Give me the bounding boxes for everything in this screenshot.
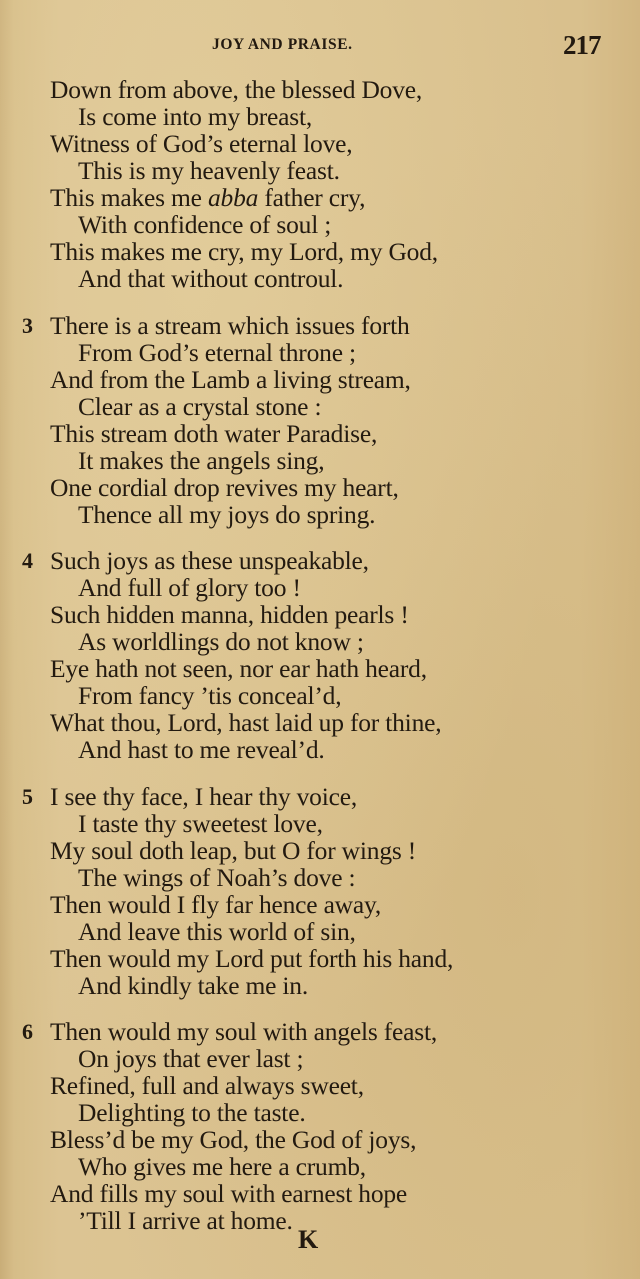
verse-line: The wings of Noah’s dove : [78, 862, 356, 892]
line-text-before: This makes me [50, 183, 208, 212]
verse-line: My soul doth leap, but O for wings ! [50, 835, 417, 865]
verse-line: This is my heavenly feast. [78, 156, 340, 185]
stanza-6 [0, 1018, 640, 1234]
stanza-number: 4 [22, 548, 33, 573]
verse-line: What thou, Lord, hast laid up for thine, [50, 708, 442, 737]
italic-word: abba [207, 183, 259, 212]
verse-line: Refined, full and always sweet, [50, 1071, 364, 1100]
stanza-number: 5 [22, 783, 33, 809]
verse-line: With confidence of soul ; [78, 210, 332, 239]
running-head: JOY AND PRAISE. [212, 36, 353, 53]
verse-line: And kindly take me in. [78, 970, 309, 1000]
verse-line: From God’s eternal throne ; [78, 337, 356, 367]
verse-line: Is come into my breast, [78, 102, 313, 131]
verse-line: Thence all my joys do spring. [78, 499, 376, 529]
verse-line: It makes the angels sing, [78, 445, 325, 475]
stanza-5 [0, 783, 640, 999]
verse-line: Witness of God’s eternal love, [50, 129, 353, 158]
page-number: 217 [563, 30, 601, 60]
verse-line [0, 783, 640, 810]
verse-line: Then would my Lord put forth his hand, [50, 943, 454, 973]
verse-line: One cordial drop revives my heart, [50, 472, 399, 502]
verse-line: Down from above, the blessed Dove, [50, 75, 423, 104]
stanza-number: 3 [22, 312, 33, 338]
line-text: There is a stream which issues forth [50, 310, 410, 340]
verse-line: Delighting to the taste. [78, 1098, 306, 1127]
verse-line: And from the Lamb a living stream, [50, 364, 411, 394]
stanza-number: 6 [22, 1019, 33, 1044]
verse-line: Such hidden manna, hidden pearls ! [50, 600, 409, 629]
verse-line: And full of glory too ! [78, 573, 301, 602]
verse-line: And that without controul. [78, 264, 344, 293]
stanza-3 [0, 312, 640, 528]
signature-mark: K [298, 1225, 319, 1254]
verse-line: Eye hath not seen, nor ear hath heard, [50, 654, 427, 683]
line-text: Such joys as these unspeakable, [50, 546, 369, 575]
verse-line: I taste thy sweetest love, [78, 808, 323, 838]
verse-line: And leave this world of sin, [78, 916, 356, 946]
stanza-4 [0, 547, 640, 763]
verse-line [0, 312, 640, 339]
verse-line: ’Till I arrive at home. [78, 1206, 293, 1235]
verse-line: And hast to me reveal’d. [78, 735, 325, 764]
verse-line: This stream doth water Paradise, [50, 418, 378, 448]
verse-line: This makes me cry, my Lord, my God, [50, 237, 438, 266]
verse-line-with-italic [0, 184, 640, 211]
verse-line: On joys that ever last ; [78, 1044, 304, 1073]
verse-line: Who gives me here a crumb, [78, 1152, 366, 1181]
verse-line: Clear as a crystal stone : [78, 391, 322, 421]
page-header [0, 30, 640, 70]
line-text: I see thy face, I hear thy voice, [50, 781, 358, 811]
verse-line: And fills my soul with earnest hope [50, 1179, 408, 1208]
verse-line: Then would I fly far hence away, [50, 889, 382, 919]
verse-line [0, 547, 640, 574]
line-text: Then would my soul with angels feast, [50, 1017, 438, 1046]
hymn-text [0, 76, 640, 1254]
stanza-1 [0, 76, 640, 292]
verse-line: Bless’d be my God, the God of joys, [50, 1125, 417, 1154]
verse-line [0, 1018, 640, 1045]
verse-line: As worldlings do not know ; [78, 627, 364, 656]
verse-line: From fancy ’tis conceal’d, [78, 681, 342, 710]
line-text-after: father cry, [258, 183, 366, 212]
